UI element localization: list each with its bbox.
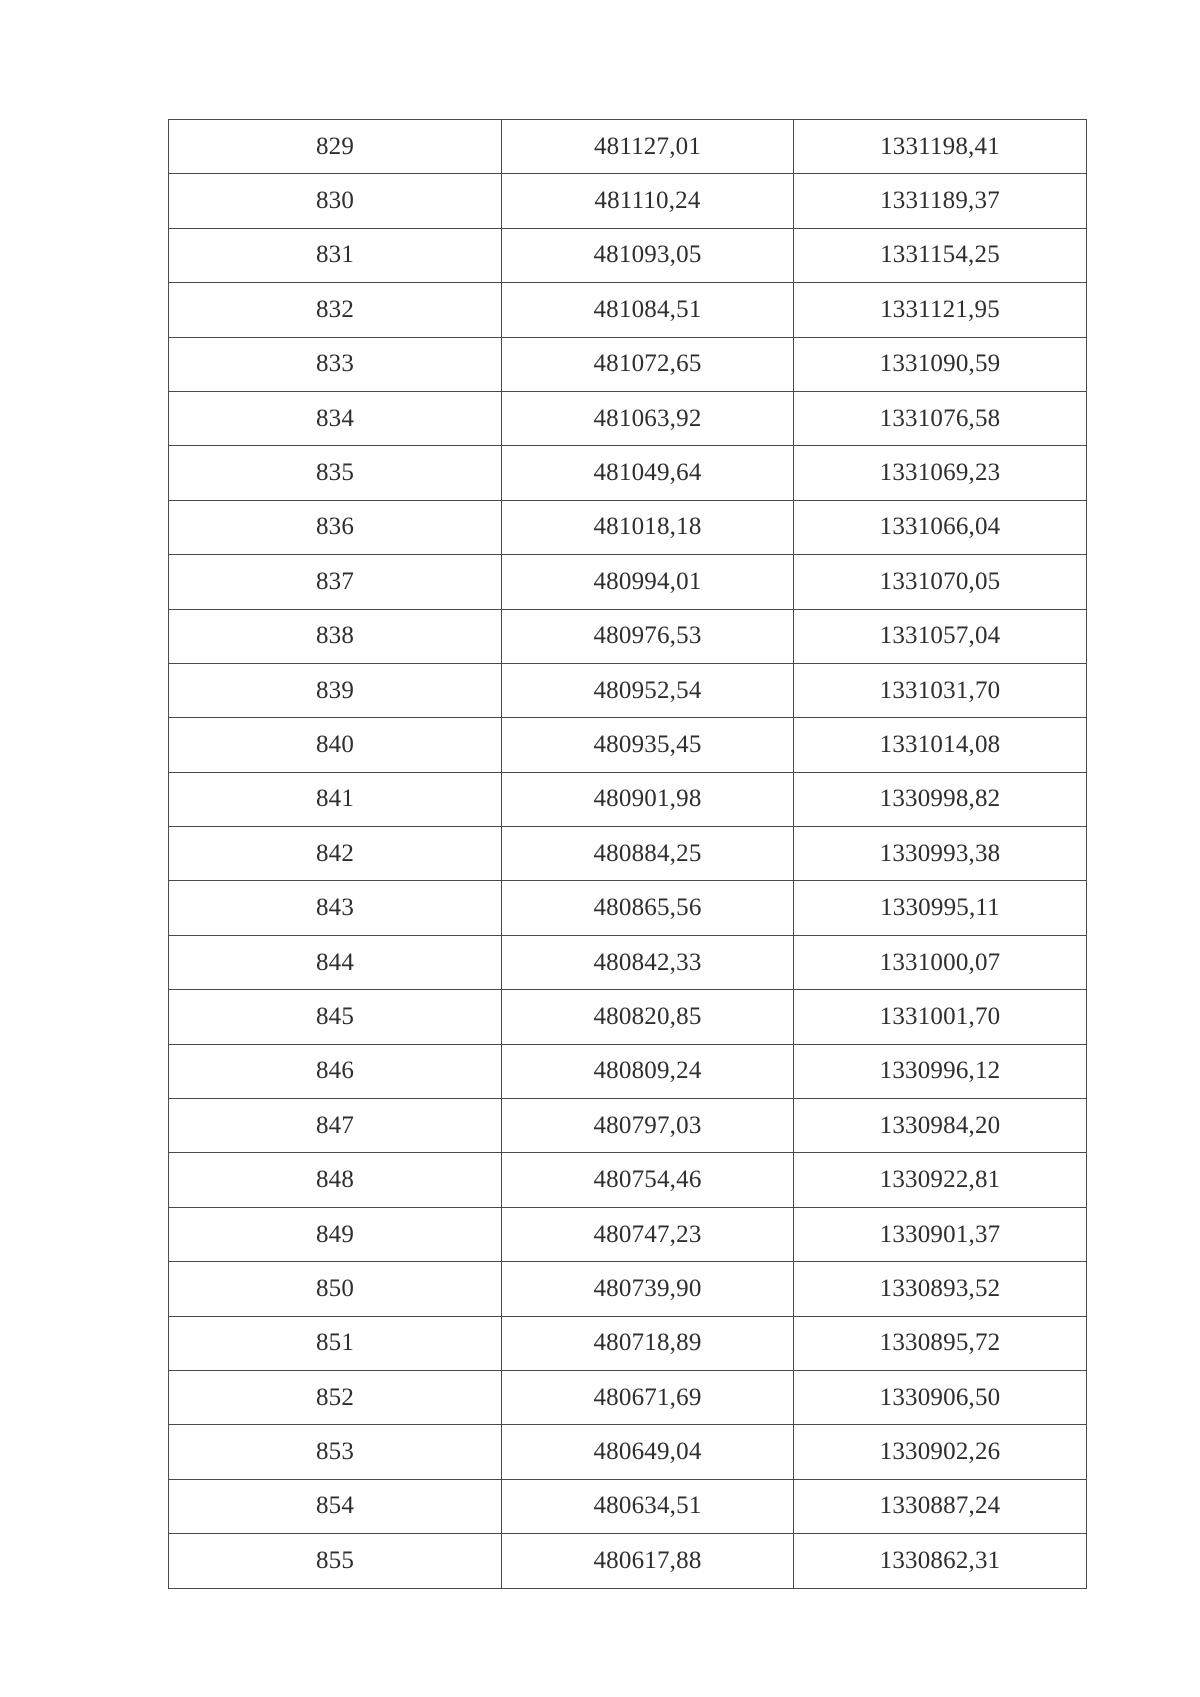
y-coordinate-cell: 1331001,70 <box>794 990 1087 1044</box>
table-row <box>169 174 1087 228</box>
y-coordinate-cell: 1331066,04 <box>794 500 1087 554</box>
y-coordinate-cell: 1331198,41 <box>794 120 1087 174</box>
table-row <box>169 1262 1087 1316</box>
y-coordinate-cell: 1330996,12 <box>794 1044 1087 1098</box>
x-coordinate-cell: 480739,90 <box>502 1262 794 1316</box>
x-coordinate-cell: 480935,45 <box>502 718 794 772</box>
y-coordinate-cell: 1330922,81 <box>794 1153 1087 1207</box>
y-coordinate-cell: 1331121,95 <box>794 283 1087 337</box>
x-coordinate-cell: 481110,24 <box>502 174 794 228</box>
y-coordinate-cell: 1331031,70 <box>794 663 1087 717</box>
table-row <box>169 391 1087 445</box>
y-coordinate-cell: 1331154,25 <box>794 228 1087 282</box>
table-row <box>169 337 1087 391</box>
x-coordinate-cell: 480649,04 <box>502 1425 794 1479</box>
point-number-cell: 849 <box>169 1207 502 1261</box>
table-row <box>169 609 1087 663</box>
point-number-cell: 838 <box>169 609 502 663</box>
point-number-cell: 844 <box>169 935 502 989</box>
table-row <box>169 446 1087 500</box>
point-number-cell: 835 <box>169 446 502 500</box>
point-number-cell: 839 <box>169 663 502 717</box>
point-number-cell: 829 <box>169 120 502 174</box>
y-coordinate-cell: 1331076,58 <box>794 391 1087 445</box>
y-coordinate-cell: 1331057,04 <box>794 609 1087 663</box>
table-row <box>169 990 1087 1044</box>
x-coordinate-cell: 480952,54 <box>502 663 794 717</box>
point-number-cell: 842 <box>169 827 502 881</box>
point-number-cell: 841 <box>169 772 502 826</box>
y-coordinate-cell: 1330902,26 <box>794 1425 1087 1479</box>
table-row <box>169 935 1087 989</box>
table-row <box>169 881 1087 935</box>
y-coordinate-cell: 1330887,24 <box>794 1479 1087 1533</box>
x-coordinate-cell: 480718,89 <box>502 1316 794 1370</box>
y-coordinate-cell: 1331070,05 <box>794 555 1087 609</box>
x-coordinate-cell: 480671,69 <box>502 1370 794 1424</box>
y-coordinate-cell: 1331189,37 <box>794 174 1087 228</box>
point-number-cell: 845 <box>169 990 502 1044</box>
y-coordinate-cell: 1330998,82 <box>794 772 1087 826</box>
point-number-cell: 852 <box>169 1370 502 1424</box>
y-coordinate-cell: 1331000,07 <box>794 935 1087 989</box>
x-coordinate-cell: 481063,92 <box>502 391 794 445</box>
point-number-cell: 848 <box>169 1153 502 1207</box>
table-row <box>169 1479 1087 1533</box>
point-number-cell: 834 <box>169 391 502 445</box>
table-row <box>169 772 1087 826</box>
y-coordinate-cell: 1331069,23 <box>794 446 1087 500</box>
table-row <box>169 228 1087 282</box>
x-coordinate-cell: 480842,33 <box>502 935 794 989</box>
y-coordinate-cell: 1330984,20 <box>794 1099 1087 1153</box>
x-coordinate-cell: 481093,05 <box>502 228 794 282</box>
x-coordinate-cell: 481072,65 <box>502 337 794 391</box>
table-row <box>169 827 1087 881</box>
table-row <box>169 663 1087 717</box>
coordinates-table-body <box>169 120 1087 1589</box>
x-coordinate-cell: 480865,56 <box>502 881 794 935</box>
table-row <box>169 1370 1087 1424</box>
point-number-cell: 831 <box>169 228 502 282</box>
table-row <box>169 1316 1087 1370</box>
x-coordinate-cell: 480797,03 <box>502 1099 794 1153</box>
y-coordinate-cell: 1331014,08 <box>794 718 1087 772</box>
x-coordinate-cell: 480976,53 <box>502 609 794 663</box>
x-coordinate-cell: 481084,51 <box>502 283 794 337</box>
table-row <box>169 1425 1087 1479</box>
point-number-cell: 830 <box>169 174 502 228</box>
x-coordinate-cell: 480820,85 <box>502 990 794 1044</box>
point-number-cell: 832 <box>169 283 502 337</box>
table-row <box>169 1534 1087 1588</box>
table-row <box>169 1099 1087 1153</box>
point-number-cell: 833 <box>169 337 502 391</box>
x-coordinate-cell: 480994,01 <box>502 555 794 609</box>
point-number-cell: 855 <box>169 1534 502 1588</box>
y-coordinate-cell: 1330893,52 <box>794 1262 1087 1316</box>
table-row <box>169 1207 1087 1261</box>
table-row <box>169 718 1087 772</box>
x-coordinate-cell: 480884,25 <box>502 827 794 881</box>
x-coordinate-cell: 480617,88 <box>502 1534 794 1588</box>
y-coordinate-cell: 1331090,59 <box>794 337 1087 391</box>
table-row <box>169 555 1087 609</box>
table-row <box>169 500 1087 554</box>
point-number-cell: 840 <box>169 718 502 772</box>
table-row <box>169 283 1087 337</box>
x-coordinate-cell: 480901,98 <box>502 772 794 826</box>
y-coordinate-cell: 1330995,11 <box>794 881 1087 935</box>
point-number-cell: 853 <box>169 1425 502 1479</box>
y-coordinate-cell: 1330901,37 <box>794 1207 1087 1261</box>
point-number-cell: 851 <box>169 1316 502 1370</box>
table-row <box>169 1044 1087 1098</box>
table-row <box>169 1153 1087 1207</box>
x-coordinate-cell: 481127,01 <box>502 120 794 174</box>
x-coordinate-cell: 481018,18 <box>502 500 794 554</box>
x-coordinate-cell: 480747,23 <box>502 1207 794 1261</box>
x-coordinate-cell: 481049,64 <box>502 446 794 500</box>
x-coordinate-cell: 480809,24 <box>502 1044 794 1098</box>
table-row <box>169 120 1087 174</box>
point-number-cell: 837 <box>169 555 502 609</box>
point-number-cell: 847 <box>169 1099 502 1153</box>
coordinates-table <box>168 119 1087 1589</box>
y-coordinate-cell: 1330895,72 <box>794 1316 1087 1370</box>
y-coordinate-cell: 1330862,31 <box>794 1534 1087 1588</box>
point-number-cell: 843 <box>169 881 502 935</box>
point-number-cell: 854 <box>169 1479 502 1533</box>
point-number-cell: 846 <box>169 1044 502 1098</box>
y-coordinate-cell: 1330993,38 <box>794 827 1087 881</box>
x-coordinate-cell: 480634,51 <box>502 1479 794 1533</box>
point-number-cell: 836 <box>169 500 502 554</box>
point-number-cell: 850 <box>169 1262 502 1316</box>
y-coordinate-cell: 1330906,50 <box>794 1370 1087 1424</box>
x-coordinate-cell: 480754,46 <box>502 1153 794 1207</box>
